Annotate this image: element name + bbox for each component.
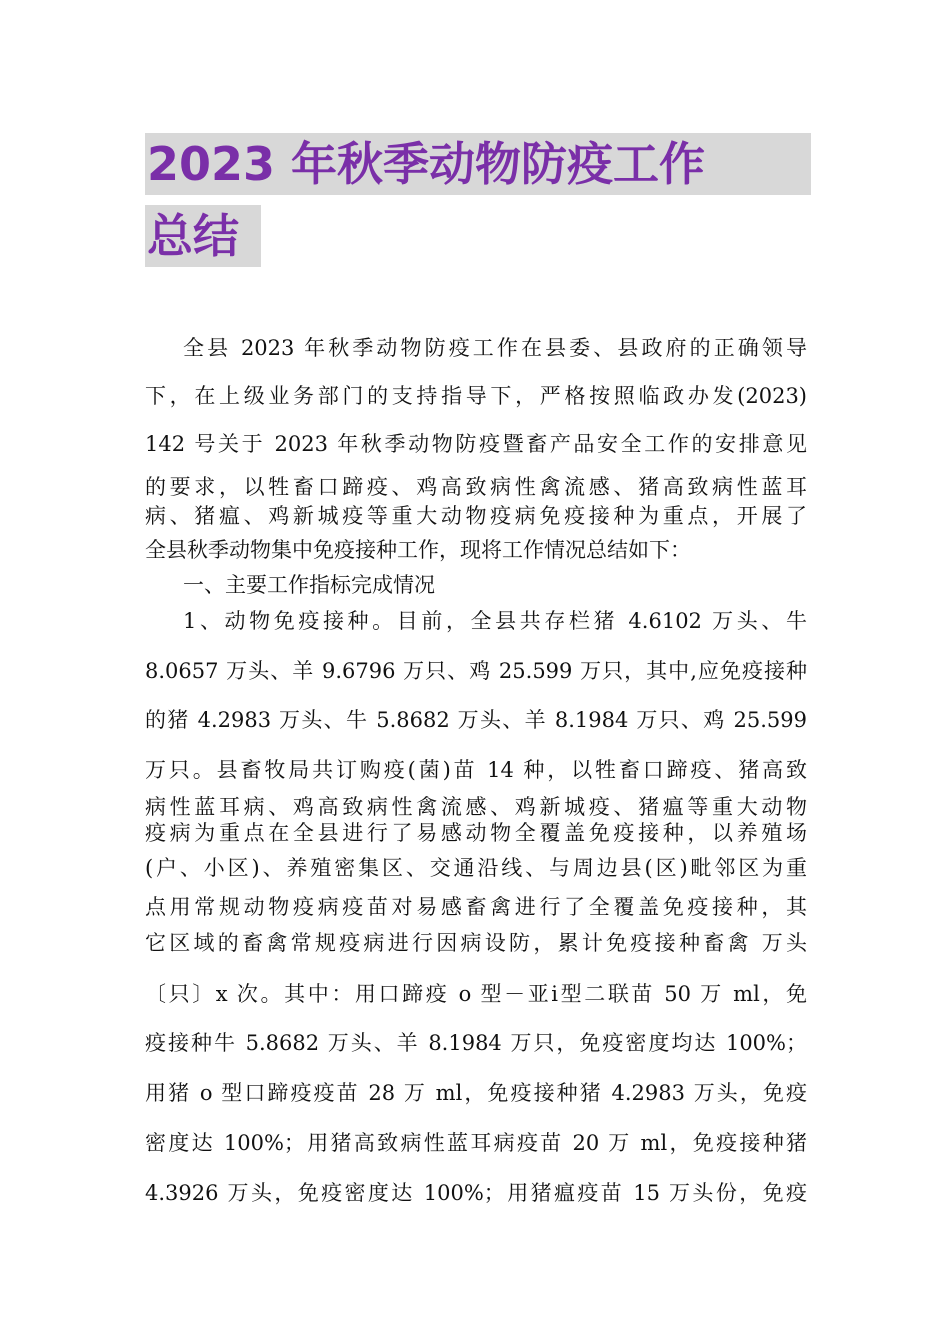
paragraph-line: 的要求，以牲畜口蹄疫、鸡高致病性禽流感、猪高致病性蓝耳 (145, 475, 807, 499)
paragraph-line: 142 号关于 2023 年秋季动物防疫暨畜产品安全工作的安排意见 (145, 432, 807, 456)
paragraph-line: 点用常规动物疫病疫苗对易感畜禽进行了全覆盖免疫接种，其 (145, 895, 807, 919)
paragraph-line: (户、小区)、养殖密集区、交通沿线、与周边县(区)毗邻区为重 (145, 856, 807, 880)
paragraph-line: 密度达 100%；用猪高致病性蓝耳病疫苗 20 万 ml，免疫接种猪 (145, 1131, 807, 1155)
paragraph-line: 全县秋季动物集中免疫接种工作，现将工作情况总结如下： (145, 538, 691, 562)
paragraph-line: 1、动物免疫接种。目前，全县共存栏猪 4.6102 万头、牛 (183, 609, 807, 633)
paragraph-line: 病、猪瘟、鸡新城疫等重大动物疫病免疫接种为重点，开展了 (145, 504, 807, 528)
paragraph-line: 8.0657 万头、羊 9.6796 万只、鸡 25.599 万只，其中,应免疫接种 (145, 659, 807, 683)
document-title-line-2: 总结 (145, 205, 261, 267)
document-title-line-1: 2023 年秋季动物防疫工作 (145, 133, 811, 195)
paragraph-line: 疫接种牛 5.8682 万头、羊 8.1984 万只，免疫密度均达 100%； (145, 1031, 807, 1055)
paragraph-line: 万只。县畜牧局共订购疫(菌)苗 14 种，以牲畜口蹄疫、猪高致 (145, 758, 807, 782)
paragraph-line: 病性蓝耳病、鸡高致病性禽流感、鸡新城疫、猪瘟等重大动物 (145, 795, 807, 819)
paragraph-line: 用猪 o 型口蹄疫疫苗 28 万 ml，免疫接种猪 4.2983 万头，免疫 (145, 1081, 807, 1105)
paragraph-line: 的猪 4.2983 万头、牛 5.8682 万头、羊 8.1984 万只、鸡 25.599 (145, 708, 807, 732)
paragraph-line: 疫病为重点在全县进行了易感动物全覆盖免疫接种，以养殖场 (145, 821, 807, 845)
paragraph-line: 下，在上级业务部门的支持指导下，严格按照临政办发(2023) (145, 384, 807, 408)
paragraph-line: 它区域的畜禽常规疫病进行因病设防，累计免疫接种畜禽 万头 (145, 931, 807, 955)
section-heading: 一、主要工作指标完成情况 (183, 573, 435, 597)
paragraph-line: 〔只〕x 次。其中：用口蹄疫 o 型－亚ⅰ型二联苗 50 万 ml，免 (145, 982, 807, 1006)
paragraph-line: 4.3926 万头，免疫密度达 100%；用猪瘟疫苗 15 万头份，免疫 (145, 1181, 807, 1205)
paragraph-line: 全县 2023 年秋季动物防疫工作在县委、县政府的正确领导 (183, 336, 807, 360)
